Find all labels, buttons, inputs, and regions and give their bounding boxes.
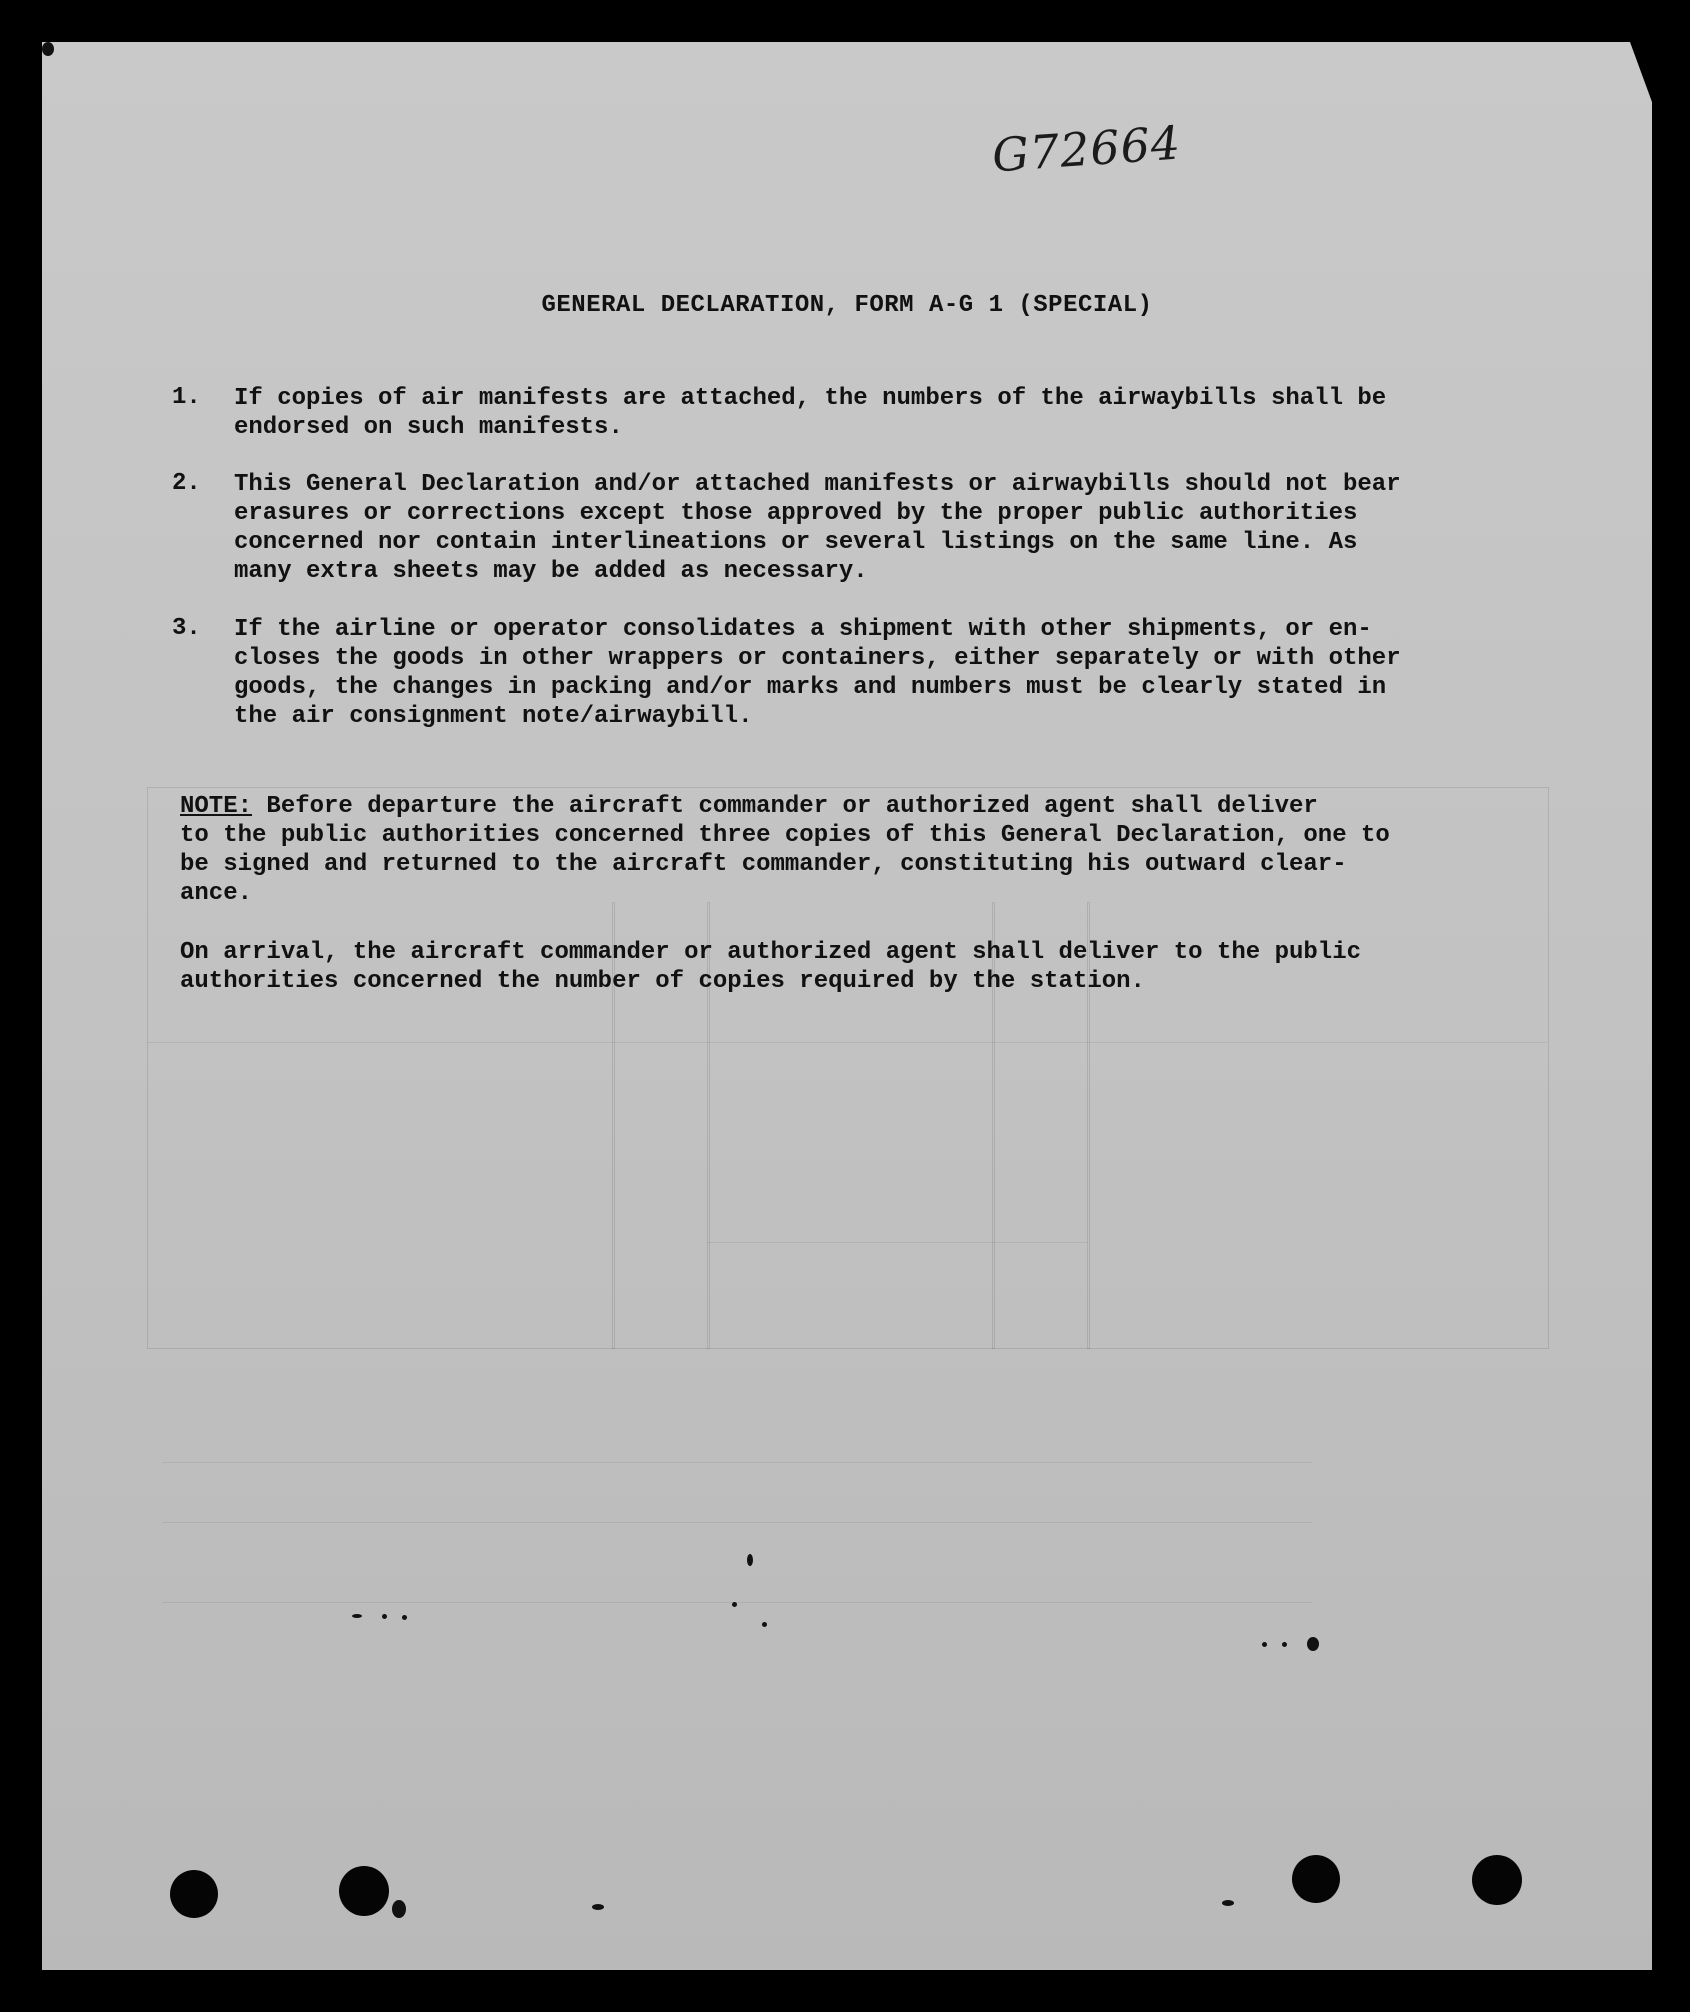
item-number: 2. <box>172 470 201 497</box>
speck <box>392 1900 406 1918</box>
note-text: Before departure the aircraft commander or authorized agent shall deliver to the public authorities concerned three copies of this General Declaration, one to be signed and returned to the aircraft commander, constituting his outward clear- ance. <box>180 793 1390 907</box>
show-through-line <box>162 1462 1312 1463</box>
handwritten-reference-number: G72664 <box>990 115 1183 183</box>
show-through-line <box>147 1042 1547 1043</box>
item-text: If copies of air manifests are attached, the numbers of the airwaybills shall be endorsed on such manifests. <box>234 385 1387 441</box>
punch-hole <box>1472 1855 1522 1905</box>
item-number: 3. <box>172 615 201 642</box>
speck <box>1282 1642 1287 1647</box>
punch-hole <box>339 1866 389 1916</box>
note-paragraph <box>180 792 1552 908</box>
arrival-section <box>180 938 1552 996</box>
arrival-paragraph: On arrival, the aircraft commander or authorized agent shall deliver to the public authorities concerned the number of copies required by the station. <box>180 939 1361 995</box>
punch-hole <box>170 1870 218 1918</box>
item-number: 1. <box>172 384 201 411</box>
speck <box>1222 1900 1234 1906</box>
punch-hole <box>1292 1855 1340 1903</box>
show-through-line <box>162 1602 1312 1603</box>
note-label: NOTE: <box>180 793 253 820</box>
speck <box>352 1614 362 1618</box>
instruction-item-2 <box>172 470 1552 586</box>
speck <box>732 1602 737 1607</box>
speck <box>402 1615 407 1620</box>
show-through-line <box>162 1522 1312 1523</box>
speck <box>42 42 54 56</box>
show-through-line <box>707 1242 1087 1243</box>
item-text: This General Declaration and/or attached manifests or airwaybills should not bear erasures or corrections except those approved by the proper public authorities concerned nor contain interlineations or several listings on the same line. As many extra sheets may be added as necessary. <box>234 471 1401 585</box>
speck <box>382 1614 387 1619</box>
page-corner <box>1630 42 1652 102</box>
speck <box>762 1622 767 1627</box>
document-title: GENERAL DECLARATION, FORM A-G 1 (SPECIAL) <box>541 292 1153 319</box>
speck <box>1307 1637 1319 1651</box>
document-page <box>42 42 1652 1970</box>
speck <box>747 1554 753 1566</box>
instruction-item-1 <box>172 384 1552 442</box>
speck <box>1262 1642 1267 1647</box>
note-section <box>180 792 1552 908</box>
item-text: If the airline or operator consolidates a shipment with other shipments, or en- closes the goods in other wrappers or containers, either separately or with other goods, the changes in packing and/or marks and numbers must be clearly stated in the air consignment note/airwaybill. <box>234 616 1401 730</box>
instruction-item-3 <box>172 615 1552 731</box>
speck <box>592 1904 604 1910</box>
